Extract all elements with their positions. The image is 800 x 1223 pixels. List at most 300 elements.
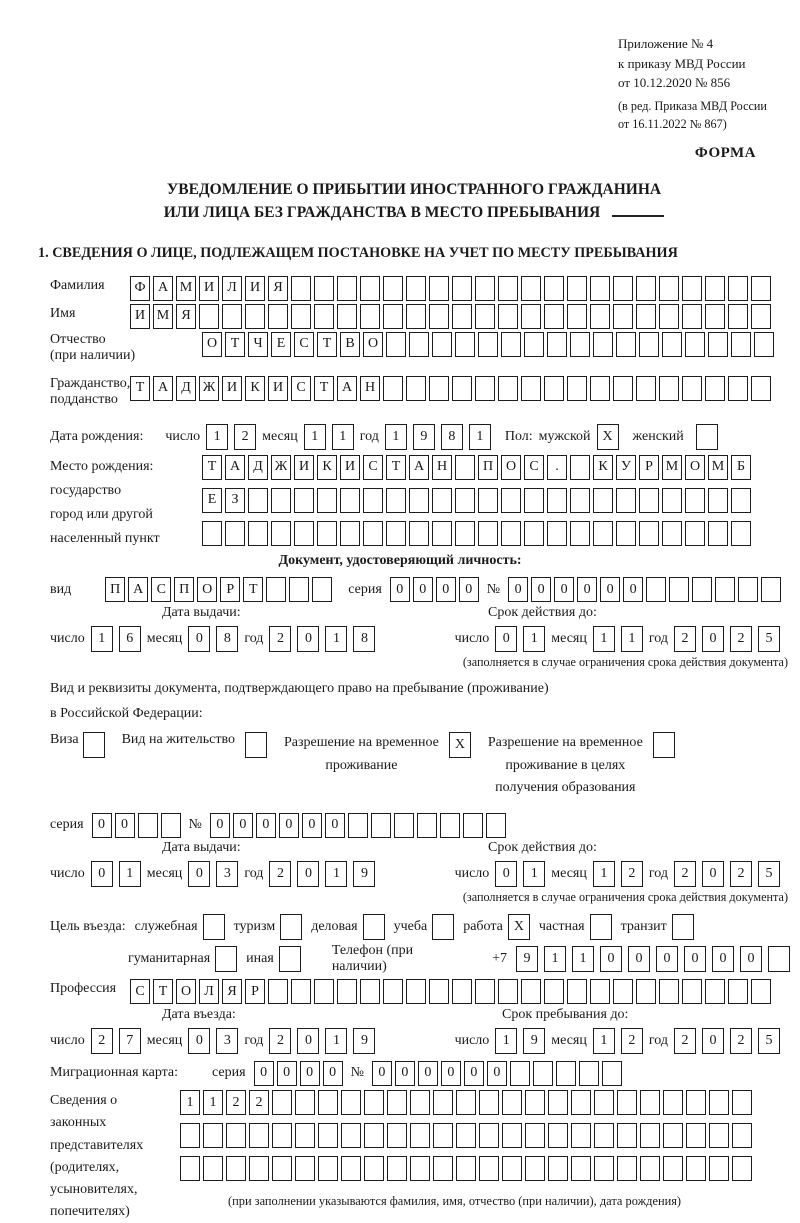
char-box — [663, 1156, 683, 1181]
label-line: Разрешение на временное — [283, 735, 439, 751]
profession-label: Профессия — [50, 981, 117, 997]
char-box — [429, 979, 449, 1004]
valid-year-boxes — [674, 626, 780, 652]
char-box — [455, 521, 475, 546]
char-box — [249, 1123, 269, 1148]
char-box — [544, 979, 564, 1004]
birth-place-row2 — [202, 488, 751, 513]
char-box: К — [245, 376, 265, 401]
valid-month-boxes — [593, 626, 643, 652]
char-box: 1 — [304, 424, 326, 450]
char-box: 0 — [115, 813, 135, 838]
identity-doc-date-headers — [50, 605, 790, 624]
char-box: 2 — [730, 1028, 752, 1054]
char-box — [456, 1123, 476, 1148]
char-box — [341, 1123, 361, 1148]
char-box: 0 — [684, 946, 706, 972]
char-box — [406, 376, 426, 401]
char-box — [524, 488, 544, 513]
char-box — [685, 521, 705, 546]
char-box — [659, 276, 679, 301]
char-box: 0 — [297, 626, 319, 652]
entry-year-boxes — [269, 1028, 375, 1054]
char-box — [226, 1156, 246, 1181]
char-box: 9 — [413, 424, 435, 450]
char-box — [672, 914, 694, 940]
char-box: Р — [639, 455, 659, 480]
char-box — [639, 332, 659, 357]
char-box — [289, 577, 309, 602]
char-box — [613, 979, 633, 1004]
patronymic-label: Отчество — [50, 331, 106, 347]
year-label: год — [648, 866, 668, 882]
char-box — [751, 979, 771, 1004]
char-box: 0 — [702, 626, 724, 652]
char-box: П — [174, 577, 194, 602]
char-box: 0 — [712, 946, 734, 972]
official-checkbox — [203, 914, 225, 940]
birth-place-row1 — [202, 455, 751, 480]
char-box: 0 — [91, 861, 113, 887]
citizenship-boxes — [130, 376, 771, 401]
char-box — [433, 1123, 453, 1148]
char-box — [337, 979, 357, 1004]
char-box: 2 — [621, 1028, 643, 1054]
char-box: И — [222, 376, 242, 401]
char-box — [432, 914, 454, 940]
char-box — [662, 332, 682, 357]
char-box: Т — [314, 376, 334, 401]
char-box: 0 — [508, 577, 528, 602]
char-box: 2 — [269, 861, 291, 887]
char-box: А — [409, 455, 429, 480]
char-box: Я — [176, 304, 196, 329]
option-temporary-residence — [284, 732, 471, 777]
char-box — [268, 979, 288, 1004]
char-box — [226, 1123, 246, 1148]
char-box — [571, 1090, 591, 1115]
char-box — [295, 1123, 315, 1148]
work-checkbox — [508, 914, 530, 940]
char-box — [579, 1061, 599, 1086]
field-representatives — [50, 1090, 790, 1223]
private-checkbox — [590, 914, 612, 940]
char-box — [567, 376, 587, 401]
surname-label: Фамилия — [50, 277, 105, 293]
meta-line: к приказу МВД России — [618, 55, 746, 71]
char-box — [570, 488, 590, 513]
stay-until-date — [455, 1028, 780, 1054]
char-box: О — [363, 332, 383, 357]
field-birth-place — [50, 455, 790, 551]
char-box — [83, 732, 105, 758]
char-box — [663, 1090, 683, 1115]
section-1-heading: 1. СВЕДЕНИЯ О ЛИЦЕ, ПОДЛЕЖАЩЕМ ПОСТАНОВКЕ НА УЧЕТ ПО МЕСТУ ПРЕБЫВАНИЯ — [38, 244, 678, 261]
stay-year-boxes — [674, 1028, 780, 1054]
char-box — [501, 521, 521, 546]
char-box: 9 — [353, 861, 375, 887]
valid-until-heading: Срок действия до: — [488, 604, 597, 620]
education-residence-label — [488, 732, 643, 799]
char-box: 1 — [593, 1028, 615, 1054]
char-box — [337, 276, 357, 301]
char-box — [639, 488, 659, 513]
residence-issue-date — [50, 861, 375, 887]
char-box: 0 — [628, 946, 650, 972]
birth-place-boxes — [202, 455, 751, 551]
char-box: С — [130, 979, 150, 1004]
char-box — [341, 1156, 361, 1181]
char-box: П — [478, 455, 498, 480]
char-box — [653, 732, 675, 758]
char-box: Т — [202, 455, 222, 480]
entry-date-headers — [50, 1007, 790, 1026]
char-box — [548, 1123, 568, 1148]
char-box — [547, 521, 567, 546]
char-box: 1 — [325, 1028, 347, 1054]
char-box — [271, 488, 291, 513]
series-label: серия — [348, 581, 382, 597]
char-box — [613, 276, 633, 301]
given-name-boxes — [130, 304, 771, 329]
birth-place-label: государство — [50, 482, 122, 498]
option-work — [463, 914, 530, 940]
identity-valid-date — [455, 626, 780, 652]
issue-year-boxes — [269, 626, 375, 652]
char-box: X — [508, 914, 530, 940]
char-box — [383, 276, 403, 301]
char-box — [696, 424, 718, 450]
representatives-row2 — [180, 1123, 752, 1148]
char-box — [429, 304, 449, 329]
char-box — [479, 1090, 499, 1115]
char-box — [646, 577, 666, 602]
char-box — [295, 1090, 315, 1115]
char-box — [715, 577, 735, 602]
char-box — [617, 1090, 637, 1115]
char-box — [409, 488, 429, 513]
char-box: 0 — [702, 1028, 724, 1054]
char-box: Р — [220, 577, 240, 602]
char-box — [138, 813, 158, 838]
char-box — [682, 304, 702, 329]
char-box — [225, 521, 245, 546]
doc-number-boxes — [508, 577, 781, 602]
visit-purpose-row — [50, 911, 790, 943]
year-label: год — [648, 630, 668, 646]
identity-doc-dates — [50, 624, 790, 654]
char-box: К — [593, 455, 613, 480]
char-box — [751, 304, 771, 329]
char-box: 1 — [325, 626, 347, 652]
char-box — [291, 304, 311, 329]
representatives-label-line: (родителях, — [50, 1159, 120, 1175]
number-label: № — [350, 1065, 364, 1081]
char-box — [590, 276, 610, 301]
char-box: 2 — [674, 626, 696, 652]
char-box — [318, 1123, 338, 1148]
char-box — [662, 488, 682, 513]
char-box: 0 — [531, 577, 551, 602]
char-box: 5 — [758, 861, 780, 887]
char-box — [456, 1090, 476, 1115]
option-label: гуманитарная — [128, 951, 211, 967]
char-box: 8 — [353, 626, 375, 652]
char-box: И — [268, 376, 288, 401]
char-box — [570, 521, 590, 546]
field-profession — [50, 979, 790, 1007]
char-box — [732, 1156, 752, 1181]
char-box — [728, 304, 748, 329]
char-box: Я — [222, 979, 242, 1004]
char-box: 1 — [206, 424, 228, 450]
char-box — [640, 1123, 660, 1148]
char-box: 2 — [674, 1028, 696, 1054]
entry-day-boxes — [91, 1028, 141, 1054]
char-box — [406, 276, 426, 301]
char-box: 1 — [621, 626, 643, 652]
char-box — [429, 276, 449, 301]
char-box — [590, 376, 610, 401]
char-box: Д — [248, 455, 268, 480]
doc-type-label: вид — [50, 581, 72, 597]
char-box — [364, 1156, 384, 1181]
issue-date-heading: Дата выдачи: — [162, 604, 241, 620]
char-box — [279, 946, 301, 972]
char-box — [314, 979, 334, 1004]
char-box — [593, 521, 613, 546]
char-box — [682, 276, 702, 301]
char-box — [731, 521, 751, 546]
char-box — [663, 1123, 683, 1148]
char-box — [266, 577, 286, 602]
issue-date-heading: Дата выдачи: — [162, 840, 241, 856]
char-box: 0 — [656, 946, 678, 972]
day-label: число — [50, 1033, 85, 1049]
char-box — [686, 1090, 706, 1115]
char-box: В — [340, 332, 360, 357]
char-box — [383, 979, 403, 1004]
doc-series-boxes — [390, 577, 479, 602]
char-box: 2 — [269, 1028, 291, 1054]
char-box — [761, 577, 781, 602]
char-box: 0 — [436, 577, 456, 602]
char-box: Т — [386, 455, 406, 480]
char-box: 5 — [758, 1028, 780, 1054]
day-label: число — [50, 866, 85, 882]
char-box — [728, 376, 748, 401]
char-box: 0 — [702, 861, 724, 887]
char-box: 0 — [233, 813, 253, 838]
char-box — [463, 813, 483, 838]
field-patronymic — [50, 332, 790, 376]
char-box: . — [547, 455, 567, 480]
char-box — [249, 1156, 269, 1181]
char-box — [360, 979, 380, 1004]
char-box — [394, 813, 414, 838]
issue-day-boxes — [91, 861, 141, 887]
gender-male-label: мужской — [538, 428, 591, 444]
char-box: М — [708, 455, 728, 480]
meta-line: от 16.11.2022 № 867) — [618, 116, 727, 131]
representatives-boxes — [180, 1090, 752, 1223]
form-title-line1: УВЕДОМЛЕНИЕ О ПРИБЫТИИ ИНОСТРАННОГО ГРАЖДАНИНА — [166, 181, 662, 199]
char-box: 9 — [523, 1028, 545, 1054]
option-official — [135, 914, 225, 940]
char-box — [594, 1090, 614, 1115]
char-box — [685, 332, 705, 357]
birth-place-labels — [50, 455, 202, 551]
char-box — [567, 979, 587, 1004]
entry-date-heading: Дата въезда: — [162, 1007, 236, 1023]
char-box — [455, 332, 475, 357]
char-box — [502, 1156, 522, 1181]
option-label: работа — [463, 919, 503, 935]
issue-month-boxes — [188, 626, 238, 652]
birth-place-label: населенный пункт — [50, 530, 160, 546]
char-box: П — [105, 577, 125, 602]
day-label: число — [454, 866, 490, 882]
char-box — [291, 276, 311, 301]
char-box — [570, 332, 590, 357]
char-box: Я — [268, 276, 288, 301]
char-box — [417, 813, 437, 838]
char-box: С — [363, 455, 383, 480]
char-box: О — [176, 979, 196, 1004]
char-box — [433, 1090, 453, 1115]
char-box — [360, 276, 380, 301]
char-box — [708, 488, 728, 513]
year-label: год — [244, 866, 264, 882]
char-box — [272, 1123, 292, 1148]
char-box — [731, 488, 751, 513]
char-box — [363, 521, 383, 546]
char-box: З — [225, 488, 245, 513]
char-box — [705, 304, 725, 329]
surname-boxes — [130, 276, 771, 301]
char-box: 2 — [730, 861, 752, 887]
char-box: 0 — [418, 1061, 438, 1086]
birth-place-label: город или другой — [50, 506, 153, 522]
char-box — [312, 577, 332, 602]
char-box — [161, 813, 181, 838]
char-box: С — [524, 455, 544, 480]
char-box — [567, 276, 587, 301]
char-box — [180, 1156, 200, 1181]
month-label: месяц — [262, 428, 298, 444]
char-box — [751, 376, 771, 401]
char-box — [617, 1123, 637, 1148]
char-box: 0 — [390, 577, 410, 602]
char-box — [613, 376, 633, 401]
char-box: Л — [199, 979, 219, 1004]
char-box: 0 — [277, 1061, 297, 1086]
char-box — [363, 914, 385, 940]
char-box — [314, 304, 334, 329]
char-box: 1 — [495, 1028, 517, 1054]
given-name-label: Имя — [50, 305, 76, 321]
char-box: 0 — [459, 577, 479, 602]
char-box — [502, 1090, 522, 1115]
option-residence-permit — [122, 732, 267, 758]
birth-place-row3 — [202, 521, 751, 546]
char-box: 0 — [623, 577, 643, 602]
char-box — [455, 455, 475, 480]
option-tourism — [234, 914, 303, 940]
char-box: Т — [243, 577, 263, 602]
representatives-label-line: попечителях) — [50, 1203, 130, 1219]
char-box: Т — [130, 376, 150, 401]
valid-day-boxes — [495, 626, 545, 652]
meta-line: (в ред. Приказа МВД России — [618, 98, 767, 113]
char-box — [180, 1123, 200, 1148]
char-box: 0 — [256, 813, 276, 838]
char-box — [571, 1156, 591, 1181]
char-box: 2 — [269, 626, 291, 652]
char-box: 1 — [180, 1090, 200, 1115]
residence-doc-dates — [50, 859, 790, 889]
char-box: 0 — [92, 813, 112, 838]
char-box — [593, 332, 613, 357]
gender-female-checkbox — [696, 424, 718, 450]
char-box: 0 — [297, 861, 319, 887]
representatives-label-line: Сведения о — [50, 1093, 118, 1109]
char-box: 1 — [385, 424, 407, 450]
char-box — [524, 521, 544, 546]
identity-doc-row — [50, 575, 790, 605]
year-label: год — [244, 630, 264, 646]
day-label: число — [50, 630, 85, 646]
valid-until-heading: Срок действия до: — [488, 840, 597, 856]
representatives-label-line: представителях — [50, 1137, 144, 1153]
char-box — [498, 376, 518, 401]
char-box — [294, 521, 314, 546]
option-visa — [50, 732, 105, 758]
option-label: туризм — [233, 919, 276, 935]
char-box — [410, 1156, 430, 1181]
residence-permit-checkbox — [245, 732, 267, 758]
char-box: К — [317, 455, 337, 480]
char-box — [521, 376, 541, 401]
char-box — [386, 332, 406, 357]
char-box: И — [130, 304, 150, 329]
humanitarian-checkbox — [215, 946, 237, 972]
char-box — [590, 979, 610, 1004]
char-box — [709, 1123, 729, 1148]
char-box — [669, 577, 689, 602]
identity-doc-heading: Документ, удостоверяющий личность: — [278, 552, 522, 568]
char-box — [199, 304, 219, 329]
char-box — [222, 304, 242, 329]
patronymic-sublabel: (при наличии) — [50, 347, 136, 363]
char-box: О — [501, 455, 521, 480]
char-box: 1 — [203, 1090, 223, 1115]
char-box: 3 — [216, 861, 238, 887]
char-box: А — [128, 577, 148, 602]
char-box: 0 — [413, 577, 433, 602]
char-box — [708, 521, 728, 546]
char-box — [548, 1090, 568, 1115]
char-box — [386, 521, 406, 546]
form-label: ФОРМА — [694, 145, 756, 162]
representatives-row3 — [180, 1156, 752, 1181]
char-box — [705, 376, 725, 401]
char-box: 5 — [758, 626, 780, 652]
char-box — [291, 979, 311, 1004]
char-box — [498, 304, 518, 329]
char-box — [203, 1123, 223, 1148]
char-box: С — [291, 376, 311, 401]
